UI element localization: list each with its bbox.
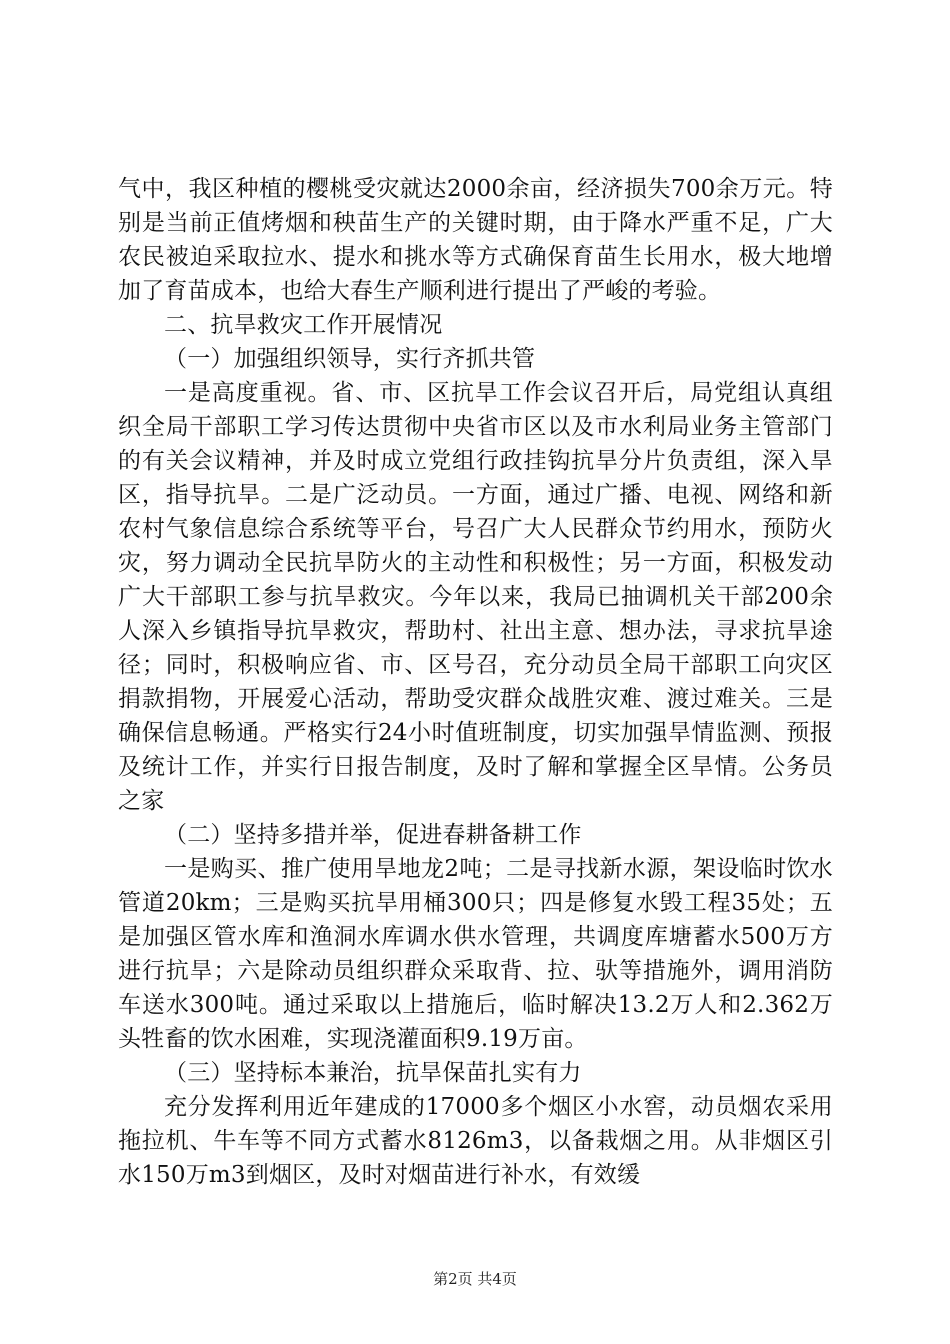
paragraph-organization: 一是高度重视。省、市、区抗旱工作会议召开后，局党组认真组织全局干部职工学习传达贯彻中央省市区以及市水利局业务主管部门的有关会议精神，并及时成立党组行政挂钩抗旱分片负责组，深入旱区，指导抗旱。二是广泛动员。一方面，通过广播、电视、网络和新农村气象信息综合系统等平台，号召广大人民群众节约用水，预防火灾，努力调动全民抗旱防火的主动性和积极性；另一方面，积极发动广大干部职工参与抗旱救灾。今年以来，我局已抽调机关干部200余人深入乡镇指导抗旱救灾，帮助村、社出主意、想办法，寻求抗旱途径；同时，积极响应省、市、区号召，充分动员全局干部职工向灾区捐款捐物，开展爱心活动，帮助受灾群众战胜灾难、渡过难关。三是确保信息畅通。严格实行24小时值班制度，切实加强旱情监测、预报及统计工作，并实行日报告制度，及时了解和掌握全区旱情。公务员之家 xyxy=(118,380,833,814)
subsection-heading-2: （二）坚持多措并举，促进春耕备耕工作 xyxy=(164,822,582,848)
paragraph-water-storage: 充分发挥利用近年建成的17000多个烟区小水窖，动员烟农采用拖拉机、牛车等不同方式蓄水8126m3，以备栽烟之用。从非烟区引水150万m3到烟区，及时对烟苗进行补水，有效缓 xyxy=(118,1094,833,1188)
paragraph-measures: 一是购买、推广使用旱地龙2吨；二是寻找新水源，架设临时饮水管道20km；三是购买抗旱用桶300只；四是修复水毁工程35处；五是加强区管水库和渔洞水库调水供水管理，共调度库塘蓄水500万方进行抗旱；六是除动员组织群众采取背、拉、驮等措施外，调用消防车送水300吨。通过采取以上措施后，临时解决13.2万人和2.362万头牲畜的饮水困难，实现浇灌面积9.19万亩。 xyxy=(118,856,833,1052)
page-number-footer: 第2页 共4页 xyxy=(433,1270,517,1288)
paragraph-continuation: 气中，我区种植的樱桃受灾就达2000余亩，经济损失700余万元。特别是当前正值烤烟和秧苗生产的关键时期，由于降水严重不足，广大农民被迫采取拉水、提水和挑水等方式确保育苗生长用水，极大地增加了育苗成本，也给大春生产顺利进行提出了严峻的考验。 xyxy=(118,176,833,304)
subsection-heading-1: （一）加强组织领导，实行齐抓共管 xyxy=(164,346,536,372)
subsection-heading-3: （三）坚持标本兼治，抗旱保苗扎实有力 xyxy=(164,1060,582,1086)
document-body xyxy=(118,172,833,1192)
section-heading: 二、抗旱救灾工作开展情况 xyxy=(164,312,443,338)
